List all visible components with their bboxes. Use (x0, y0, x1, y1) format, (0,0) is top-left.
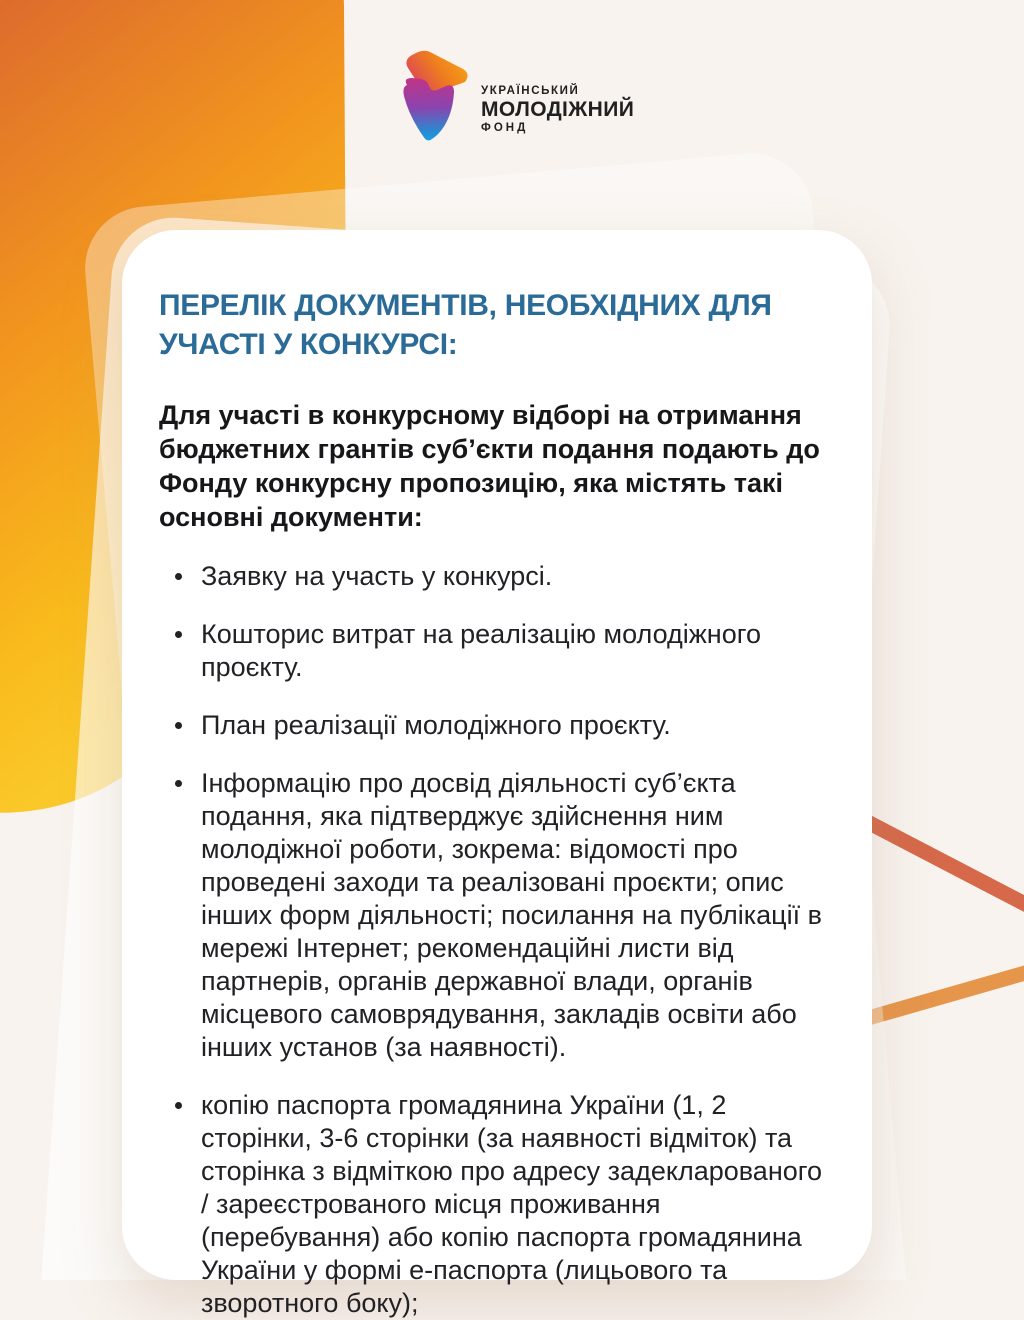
list-item: План реалізації молодіжного проєкту. (175, 709, 826, 742)
logo-line-2: МОЛОДІЖНИЙ (481, 98, 635, 121)
logo-line-1: УКРАЇНСЬКИЙ (481, 85, 580, 97)
document-intro: Для участі в конкурсному відборі на отримання бюджетних грантів суб’єкти подання подають до Фонду конкурсну пропозицію, яка містять такі основні документи: (159, 400, 820, 532)
list-item: Кошторис витрат на реалізацію молодіжного проєкту. (175, 618, 826, 684)
uyf-logo-icon (399, 48, 473, 146)
logo-text (481, 84, 634, 135)
logo (399, 48, 634, 146)
content-card (122, 230, 872, 1318)
list-item: Інформацію про досвід діяльності суб’єкта подання, яка підтверджує здійснення ним молодіжної роботи, зокрема: відомості про проведені заходи та реалізовані проєкти; опис інших форм діяльності; посилання на публікації в мережі Інтернет; рекомендаційні листи від партнерів, органів державної влади, органів місцевого самоврядування, закладів освіти або інших установ (за наявності). (175, 767, 826, 1064)
logo-petal-bottom (403, 78, 454, 140)
document-heading: ПЕРЕЛІК ДОКУМЕНТІВ, НЕОБХІДНИХ ДЛЯ УЧАСТІ У КОНКУРСІ: (159, 289, 772, 361)
document-list (159, 560, 826, 1320)
list-item: Заявку на участь у конкурсі. (175, 560, 826, 593)
list-item: копію паспорта громадянина України (1, 2 сторінки, 3-6 сторінки (за наявності відміток) та сторінка з відміткою про адресу задекларованого / зареєстрованого місця проживання (перебування) або копію паспорта громадянина України у формі е-паспорта (лицьового та зворотного боку); (175, 1089, 826, 1320)
logo-line-3: ФОНД (481, 122, 529, 134)
